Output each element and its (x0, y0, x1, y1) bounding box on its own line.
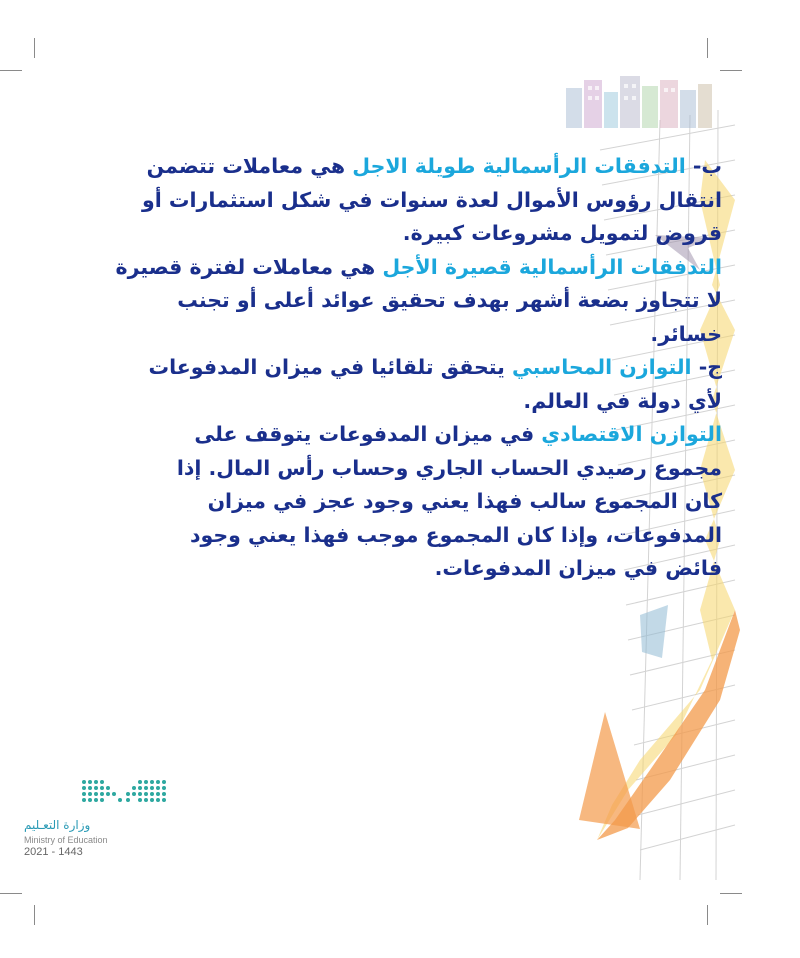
text-line: لا تتجاوز بضعة أشهر بهدف تحقيق عوائد أعلى أو تجنب (177, 288, 722, 312)
text-line (80, 150, 722, 184)
term-economic-balance: التوازن الاقتصادي (541, 422, 722, 446)
definition-short-term: هي معاملات لفترة قصيرة (115, 254, 376, 279)
text-line: مجموع رصيدي الحساب الجاري وحساب رأس المال. إذا (176, 455, 722, 480)
text-line: المدفوعات، وإذا كان المجموع موجب فهذا يعني وجود (189, 522, 722, 547)
text-line (80, 251, 722, 285)
term-accounting-balance: التوازن المحاسبي (511, 355, 692, 379)
term-short-term-capital-flows: التدفقات الرأسمالية قصيرة الأجل (382, 254, 722, 279)
definition-accounting-balance: يتحقق تلقائيا في ميزان المدفوعات (148, 355, 505, 379)
text-line: انتقال رؤوس الأموال لعدة سنوات في شكل استثمارات أو (142, 187, 722, 212)
ministry-name-arabic: وزارة التعـليم (24, 818, 91, 832)
text-line (80, 418, 722, 452)
label-b: ب- (692, 154, 722, 178)
building-illustration (566, 76, 712, 128)
label-j: ج- (698, 355, 722, 379)
ministry-name-english: Ministry of Education (24, 835, 108, 845)
term-long-term-capital-flows: التدفقات الرأسمالية طويلة الاجل (352, 154, 686, 178)
logo-dots-icon (80, 778, 170, 810)
text-line: خسائر. (650, 321, 722, 346)
text-line: لأي دولة في العالم. (523, 388, 722, 413)
text-line (80, 351, 722, 385)
text-line: فائض في ميزان المدفوعات. (434, 556, 722, 580)
text-line: قروض لتمويل مشروعات كبيرة. (402, 221, 722, 245)
text-line: كان المجموع سالب فهذا يعني وجود عجز في ميزان (207, 489, 722, 513)
body-text (80, 150, 722, 586)
edition-year: 2021 - 1443 (24, 846, 83, 858)
definition-long-term: هي معاملات تتضمن (146, 154, 346, 178)
definition-economic-balance: في ميزان المدفوعات يتوقف على (194, 422, 535, 446)
small-arrow-bottom (640, 605, 668, 658)
